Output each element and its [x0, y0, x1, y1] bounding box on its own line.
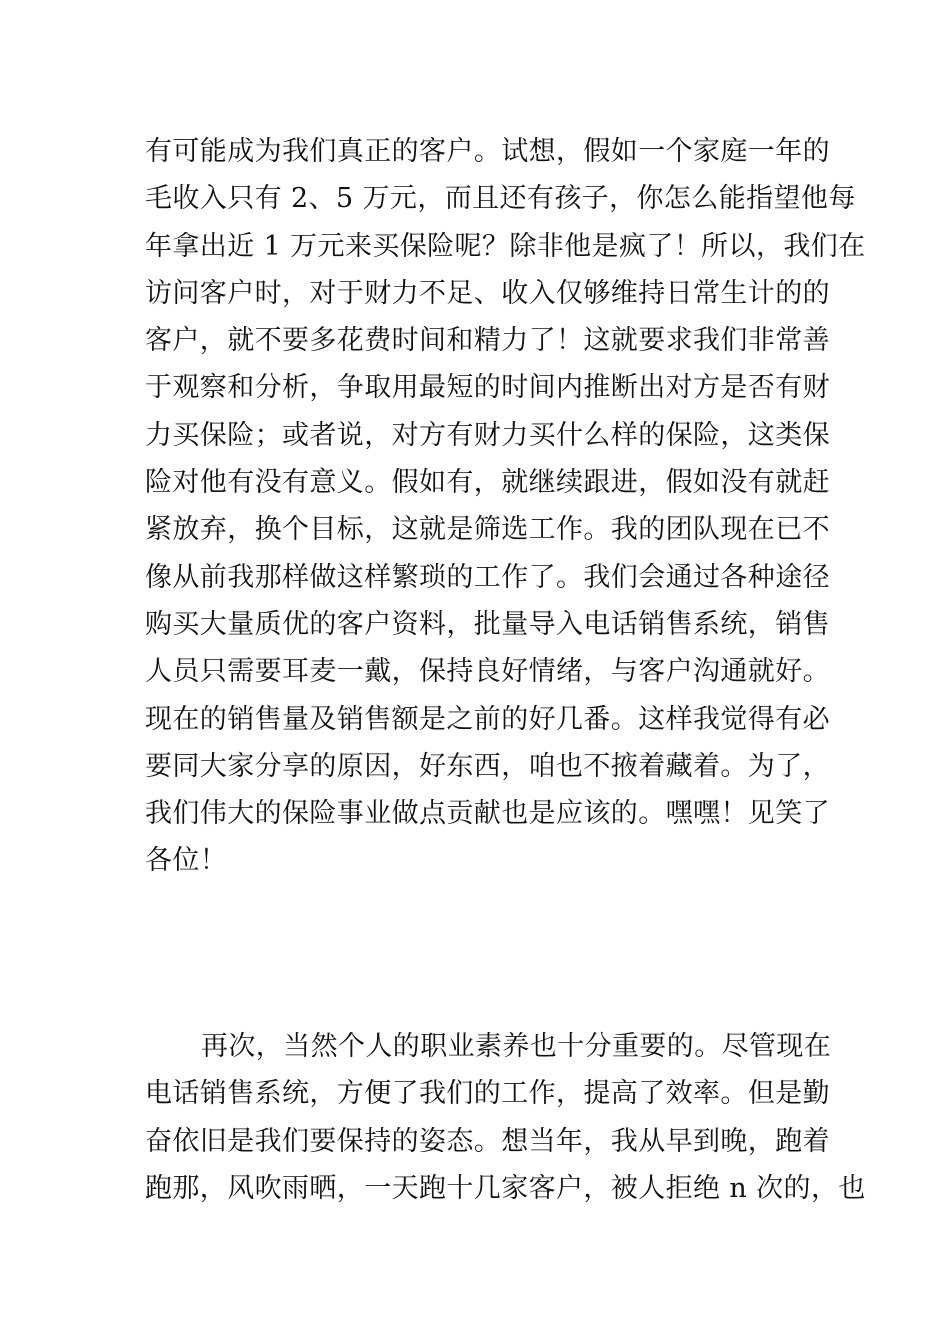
- text-line: 访问客户时，对于财力不足、收入仅够维持日常生计的的: [145, 277, 830, 309]
- text-line: 紧放弃，换个目标，这就是筛选工作。我的团队现在已不: [145, 514, 830, 546]
- text-line: 要同大家分享的原因，好东西，咱也不掖着藏着。为了，: [145, 750, 830, 782]
- paragraph-2: [145, 1023, 866, 1212]
- text-line: 再次，当然个人的职业素养也十分重要的。尽管现在: [201, 1031, 832, 1062]
- text-line: 年拿出近 1 万元来买保险呢？除非他是疯了！所以，我们在: [145, 230, 866, 262]
- text-line: 客户，就不要多花费时间和精力了！这就要求我们非常善: [145, 325, 830, 357]
- text-line: 奋依旧是我们要保持的姿态。想当年，我从早到晚，跑着: [145, 1125, 830, 1157]
- text-line: 跑那，风吹雨晒，一天跑十几家客户，被人拒绝 n 次的，也: [145, 1172, 866, 1204]
- text-line: 我们伟大的保险事业做点贡献也是应该的。嘿嘿！见笑了: [145, 798, 830, 830]
- text-line: 毛收入只有 2、5 万元，而且还有孩子，你怎么能指望他每: [145, 183, 856, 215]
- text-line: 现在的销售量及销售额是之前的好几番。这样我觉得有必: [145, 703, 830, 735]
- text-line: 像从前我那样做这样繁琐的工作了。我们会通过各种途径: [145, 561, 830, 593]
- text-line: 人员只需要耳麦一戴，保持良好情绪，与客户沟通就好。: [145, 656, 830, 688]
- paragraph-1: [145, 128, 866, 885]
- text-line: 有可能成为我们真正的客户。试想，假如一个家庭一年的: [145, 136, 830, 167]
- text-line: 于观察和分析，争取用最短的时间内推断出对方是否有财: [145, 372, 830, 404]
- text-line: 力买保险；或者说，对方有财力买什么样的保险，这类保: [145, 419, 830, 451]
- text-line: 各位！: [145, 845, 228, 877]
- text-line: 购买大量质优的客户资料，批量导入电话销售系统，销售: [145, 608, 830, 640]
- text-line: 电话销售系统，方便了我们的工作，提高了效率。但是勤: [145, 1078, 830, 1110]
- text-line: 险对他有没有意义。假如有，就继续跟进，假如没有就赶: [145, 467, 830, 499]
